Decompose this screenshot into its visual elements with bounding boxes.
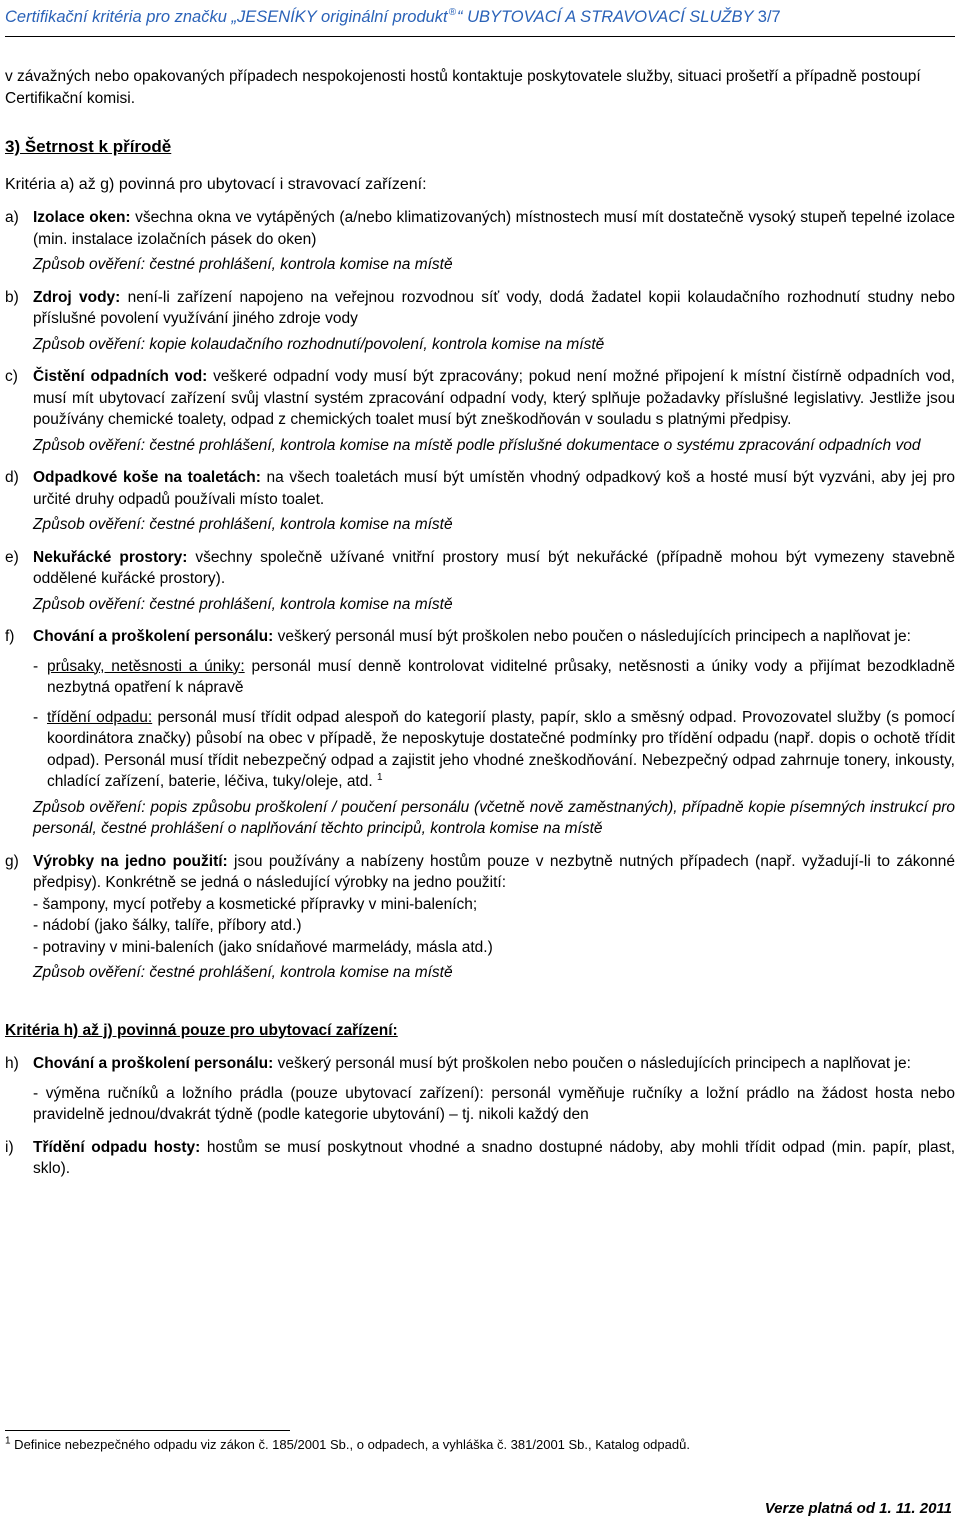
- verification-method: Způsob ověření: popis způsobu proškolení / poučení personálu (včetně nově zaměstnaných), případně kopie písemných instrukcí pro personál, čestné prohlášení o naplňování těchto principů, kontrola komise na místě: [33, 798, 955, 837]
- criterion-text: [33, 207, 955, 250]
- verification-method: Způsob ověření: čestné prohlášení, kontrola komise na místě: [33, 964, 453, 981]
- list-item: - šampony, mycí potřeby a kosmetické přípravky v mini-baleních;: [33, 895, 478, 913]
- criterion-g: [5, 851, 955, 984]
- criterion-desc: jsou používány a nabízeny hostům pouze v nezbytně nutných případech (např. vyžadují-li to zákonné předpisy). Konkrétně se jedná o následující výrobky na jedno použití:: [33, 852, 955, 891]
- criterion-label: g): [5, 852, 19, 870]
- criterion-label: f): [5, 628, 15, 645]
- criterion-title: Čistění odpadních vod:: [33, 368, 208, 385]
- criterion-c: [5, 366, 955, 456]
- criterion-text: [33, 467, 955, 510]
- criterion-title: Chování a proškolení personálu:: [33, 628, 274, 645]
- principle-towels: - výměna ručníků a ložního prádla (pouze ubytovací zařízení): personál vyměňuje ručníky a ložní prádlo na žádost hosta nebo pravidelně jednou/dvakrát týdně (podle kategorie ubytování) – tj. nikoli každý den: [33, 1084, 955, 1123]
- criterion-h: [5, 1053, 955, 1126]
- criteria-heading-text: Kritéria a) až g) povinná pro ubytovací i stravovací zařízení:: [5, 175, 427, 193]
- footnote-reference[interactable]: 1: [376, 771, 383, 783]
- criteria-heading-a-g: [5, 174, 955, 196]
- criterion-title: Zdroj vody:: [33, 288, 121, 306]
- criteria-heading-h-j: Kritéria h) až j) povinná pouze pro ubytovací zařízení:: [5, 1021, 398, 1039]
- criterion-text: [33, 547, 955, 590]
- criterion-desc: všechny společně užívané vnitřní prostory musí být nekuřácké (případně mohou být vymezeny stavebně oddělené kuřácké prostory).: [33, 548, 955, 587]
- criterion-text: [33, 1053, 955, 1075]
- principle-text: personál musí třídit odpad alespoň do kategorií plasty, papír, sklo a směsný odpad. Provozovatel služby (s pomocí koordinátora značky) působí na obec v případě, že neposkytuje dostatečné podmínky pro třídění odpadu (např. dopis o ochotě třídit odpad). Personál musí třídit nebezpečný odpad a zajistit jeho vhodné zneškodňování. Nebezpečný odpad zahrnuje tonery, inkousty, chladící zařízení, baterie, léčiva, tuky/oleje, atd.: [47, 708, 955, 790]
- criterion-desc: není-li zařízení napojeno na veřejnou rozvodnou síť vody, dodá žadatel kopii kolaudačního rozhodnutí studny nebo příslušné povolení využívání jiného zdroje vody: [33, 288, 955, 327]
- criterion-a: [5, 207, 955, 276]
- verification-method: Způsob ověření: čestné prohlášení, kontrola komise na místě podle příslušné dokumentace o systému zpracování odpadních vod: [33, 436, 921, 454]
- criterion-title: Nekuřácké prostory:: [33, 548, 188, 566]
- registered-mark: ®: [448, 7, 457, 18]
- criterion-text: [33, 287, 955, 330]
- criterion-label: c): [5, 368, 18, 385]
- footnote-number: 1: [5, 1435, 11, 1447]
- principle-leaks: [33, 656, 955, 699]
- criterion-title: Odpadkové koše na toaletách:: [33, 469, 261, 486]
- criterion-text: [33, 626, 955, 648]
- principle-title: průsaky, netěsnosti a úniky:: [47, 657, 245, 675]
- footnote-text: Definice nebezpečného odpadu viz zákon č. 185/2001 Sb., o odpadech, a vyhláška č. 381/2001 Sb., Katalog odpadů.: [10, 1437, 690, 1452]
- intro-paragraph: v závažných nebo opakovaných případech nespokojenosti hostů kontaktuje poskytovatele služby, situaci prošetří a případně postoupí Certifikační komisi.: [5, 68, 921, 107]
- criterion-title: Třídění odpadu hosty:: [33, 1138, 201, 1156]
- criterion-label: e): [5, 548, 19, 566]
- criterion-i: [5, 1137, 955, 1180]
- criterion-label: a): [5, 209, 19, 226]
- page-number: 3/7: [757, 8, 781, 26]
- criterion-label: d): [5, 469, 19, 486]
- version-note: Verze platná od 1. 11. 2011: [764, 1500, 952, 1517]
- criterion-f: [5, 626, 955, 840]
- verification-method: Způsob ověření: čestné prohlášení, kontrola komise na místě: [33, 516, 453, 533]
- criterion-title: Chování a proškolení personálu:: [33, 1055, 274, 1072]
- footnote: [5, 1437, 690, 1452]
- criterion-desc: hostům se musí poskytnout vhodné a snadno dostupné nádoby, aby mohli třídit odpad (min. papír, plast, sklo).: [33, 1138, 955, 1177]
- criterion-title: Izolace oken:: [33, 209, 131, 226]
- criterion-b: [5, 287, 955, 356]
- dash-marker: -: [33, 708, 39, 726]
- criterion-label: i): [5, 1138, 14, 1156]
- criterion-desc: na všech toaletách musí být umístěn vhodný odpadkový koš a hosté musí být vyzváni, aby jej pro určité druhy odpadů používali místo toalet.: [33, 469, 955, 508]
- verification-method: Způsob ověření: čestné prohlášení, kontrola komise na místě: [33, 595, 453, 613]
- section-title: 3) Šetrnost k přírodě: [5, 137, 172, 156]
- principle-title: třídění odpadu:: [47, 708, 153, 726]
- verification-method: Způsob ověření: kopie kolaudačního rozhodnutí/povolení, kontrola komise na místě: [33, 335, 605, 353]
- criterion-desc: všechna okna ve vytápěných (a/nebo klimatizovaných) místnostech musí mít dostatečně vysoký stupeň tepelné izolace (min. instalace izolačních pásek do oken): [33, 209, 955, 248]
- criterion-title: Výrobky na jedno použití:: [33, 852, 228, 870]
- header-title-part2: “ UBYTOVACÍ A STRAVOVACÍ SLUŽBY: [457, 8, 754, 26]
- principle-text: personál musí denně kontrolovat viditelné průsaky, netěsnosti a úniky vody a přijímat bezodkladně nezbytná opatření k nápravě: [47, 657, 955, 696]
- list-item: - nádobí (jako šálky, talíře, příbory atd.): [33, 917, 302, 934]
- criterion-text: [33, 1137, 955, 1180]
- criterion-desc: veškeré odpadní vody musí být zpracovány; pokud není možné připojení k místní čistírně odpadních vod, musí mít ubytovací zařízení svůj vlastní systém zpracování odpadní vody, který splňuje požadavky příslušné legislativy. Jestliže jsou používány chemické toalety, odpad z chemických toalet musí být zneškodňován v souladu s platnými předpisy.: [33, 368, 955, 428]
- verification-method: Způsob ověření: čestné prohlášení, kontrola komise na místě: [33, 256, 453, 273]
- criterion-desc: veškerý personál musí být proškolen nebo poučen o následujících principech a naplňovat je:: [277, 628, 911, 645]
- criterion-text: [33, 851, 955, 894]
- list-item: - potraviny v mini-baleních (jako snídaňové marmelády, másla atd.): [33, 938, 493, 956]
- criterion-d: [5, 467, 955, 536]
- document-body: [5, 66, 955, 1191]
- criterion-e: [5, 547, 955, 616]
- page-header: [5, 4, 955, 37]
- footnote-separator: [5, 1430, 290, 1431]
- criterion-desc: veškerý personál musí být proškolen nebo poučen o následujících principech a naplňovat je:: [277, 1055, 911, 1072]
- criterion-text: [33, 366, 955, 431]
- criterion-label: h): [5, 1055, 19, 1072]
- header-title: [5, 8, 781, 27]
- principle-waste-sorting: [33, 707, 955, 793]
- header-title-part1: Certifikační kritéria pro značku „JESENÍKY originální produkt: [5, 8, 448, 26]
- dash-marker: -: [33, 657, 39, 675]
- criterion-label: b): [5, 288, 19, 306]
